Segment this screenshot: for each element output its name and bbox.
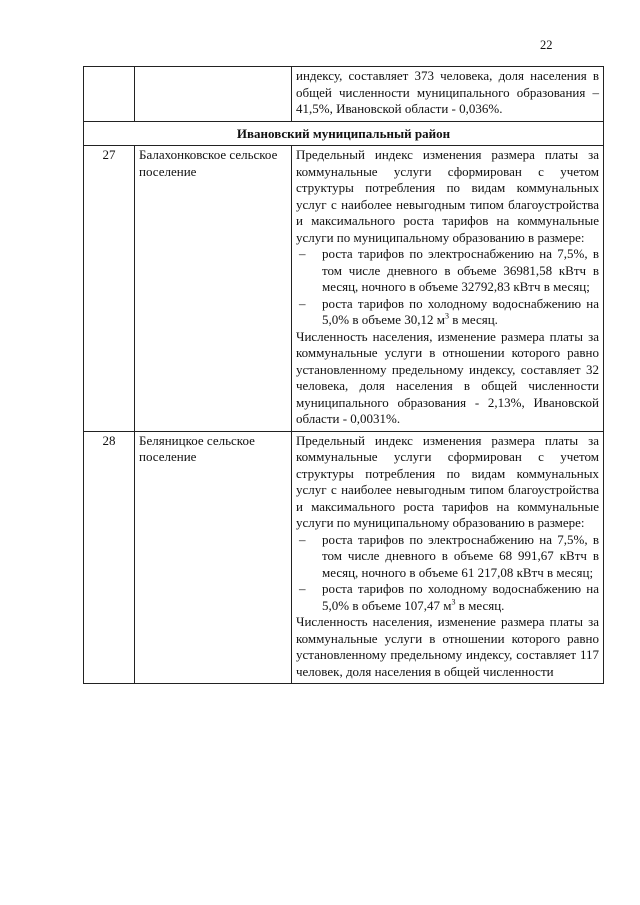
bullet-dash: – xyxy=(299,531,306,547)
bullet-text-tail: в месяц. xyxy=(455,597,505,613)
region-header-row xyxy=(84,121,604,146)
description-cell xyxy=(292,67,604,122)
bullet-text xyxy=(322,296,599,329)
table-row xyxy=(84,146,604,432)
bullet-text xyxy=(322,581,599,614)
bullet-text-tail: в месяц. xyxy=(448,312,498,327)
municipality-name-cell: Беляницкое сельское поселение xyxy=(135,431,292,684)
row-number-cell: 28 xyxy=(84,431,135,684)
description-intro: Предельный индекс изменения размера платы за коммунальные услуги сформирован с учетом структуры потребления по видам коммунальных услуг с наиболее невыгодным типом благоустройства и максимального роста тарифов на коммунальные услуги по муниципальному образованию в размере: xyxy=(296,432,599,530)
row-number-cell: 27 xyxy=(84,146,135,432)
description-text: индексу, составляет 373 человека, доля населения в общей численности муниципального образования – 41,5%, Ивановской области - 0,036%. xyxy=(296,68,599,116)
region-title: Ивановский муниципальный район xyxy=(84,121,604,146)
bullet-dash: – xyxy=(299,295,306,311)
municipality-name-cell: Балахонковское сельское поселение xyxy=(135,146,292,432)
bullet-item xyxy=(296,581,599,614)
bullet-item xyxy=(296,246,599,296)
row-number-cell xyxy=(84,67,135,122)
bullet-text-main: роста тарифов по холодному водоснабжению на 5,0% в объеме 30,12 м xyxy=(322,295,599,327)
bullet-text: роста тарифов по электроснабжению на 7,5%, в том числе дневного в объеме 68 991,67 кВтч в месяц, ночного в объеме 61 217,08 кВтч в месяц; xyxy=(322,531,599,580)
unit-superscript: 3 xyxy=(451,597,456,607)
bullet-item xyxy=(296,532,599,582)
tariff-table xyxy=(83,66,604,684)
bullet-text: роста тарифов по электроснабжению на 7,5%, в том числе дневного в объеме 36981,58 кВтч в месяц, ночного в объеме 32792,83 кВтч в месяц; xyxy=(322,246,599,294)
description-cell xyxy=(292,146,604,432)
bullet-dash: – xyxy=(299,581,306,596)
page-number: 22 xyxy=(540,38,553,52)
description-intro: Предельный индекс изменения размера платы за коммунальные услуги сформирован с учетом структуры потребления по видам коммунальных услуг с наиболее невыгодным типом благоустройства и максимального роста тарифов на коммунальные услуги по муниципальному образованию в размере: xyxy=(296,147,599,245)
description-outro: Численность населения, изменение размера платы за коммунальные услуги в отношении которого равно установленному предельному индексу, составляет 117 человек, доля населения в общей численности xyxy=(296,614,599,679)
bullet-text-main: роста тарифов по холодному водоснабжению на 5,0% в объеме 107,47 м xyxy=(322,581,599,613)
bullet-item xyxy=(296,296,599,329)
municipality-name-cell xyxy=(135,67,292,122)
description-cell xyxy=(292,431,604,684)
unit-superscript: 3 xyxy=(444,311,449,321)
bullet-dash: – xyxy=(299,246,306,261)
table-row xyxy=(84,67,604,122)
table-row xyxy=(84,431,604,684)
description-outro: Численность населения, изменение размера платы за коммунальные услуги в отношении которого равно установленному предельному индексу, составляет 32 человека, доля населения в общей численности муниципального образования - 2,13%, Ивановской области - 0,0031%. xyxy=(296,328,599,426)
